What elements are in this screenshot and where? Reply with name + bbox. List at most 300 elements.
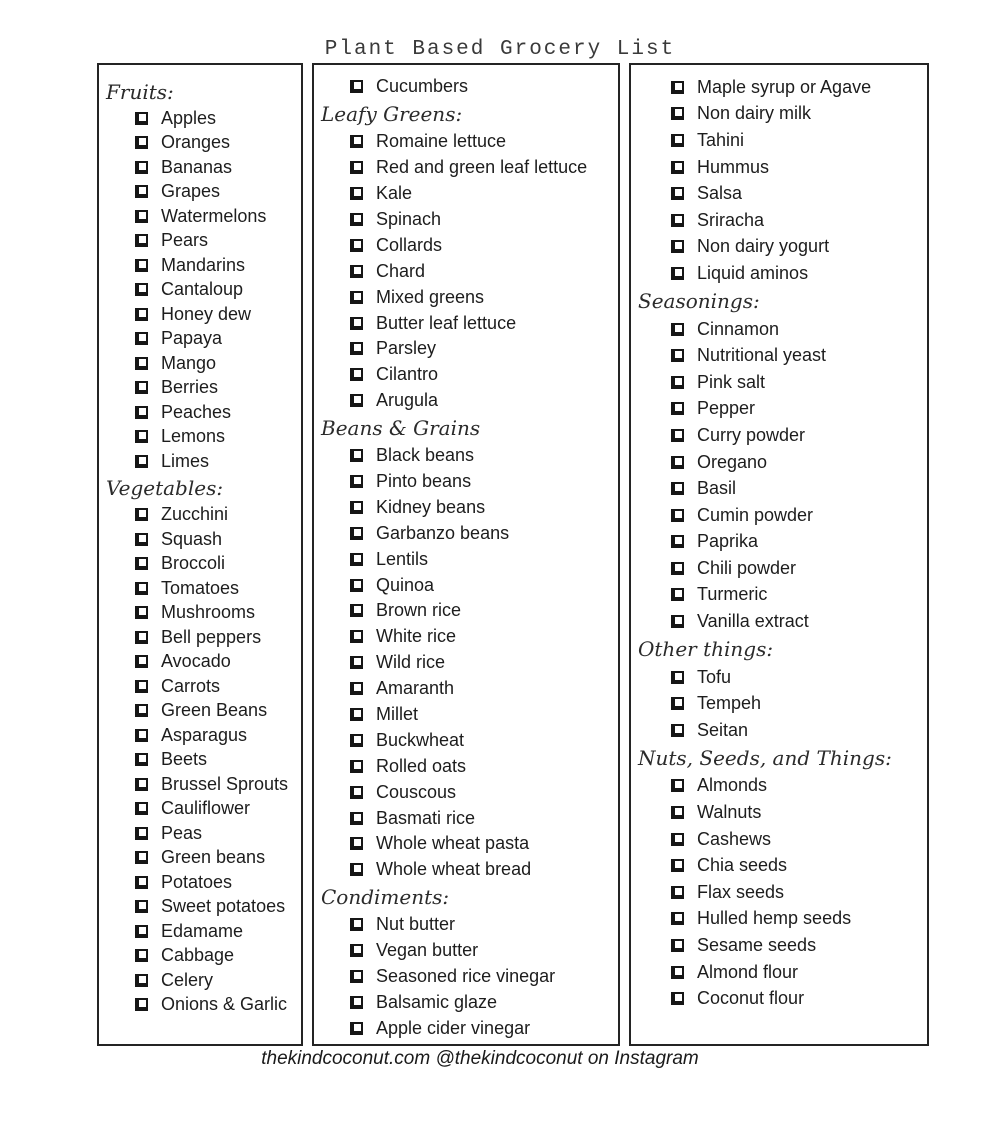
checkbox-icon — [350, 475, 363, 488]
list-item — [631, 582, 927, 609]
item-label: Amaranth — [376, 678, 455, 699]
item-label: Cabbage — [161, 945, 235, 966]
item-label: Mushrooms — [161, 602, 256, 623]
item-label: Spinach — [376, 209, 442, 229]
checkbox-icon — [350, 760, 363, 773]
item-label: Oranges — [161, 132, 231, 153]
checkbox-icon — [350, 394, 363, 407]
list-item — [99, 351, 301, 376]
list-item — [99, 674, 301, 699]
list-item — [99, 625, 301, 650]
list-item — [314, 336, 618, 362]
item-label: Pears — [161, 230, 209, 251]
list-item — [99, 527, 301, 552]
item-label: Millet — [376, 704, 419, 725]
list-item — [631, 154, 927, 181]
list-item — [314, 129, 618, 155]
list-item — [99, 944, 301, 969]
item-label: Pepper — [697, 398, 756, 419]
checkbox-icon — [671, 562, 684, 575]
item-label: Salsa — [697, 183, 743, 204]
item-label: Non dairy milk — [697, 103, 812, 124]
checkbox-icon — [671, 376, 684, 389]
checkbox-icon — [671, 81, 684, 94]
checkbox-icon — [350, 553, 363, 566]
checkbox-icon — [671, 161, 684, 174]
item-label: Apples — [161, 107, 217, 128]
item-label: Green beans — [161, 847, 266, 868]
item-label: Couscous — [376, 781, 457, 802]
item-label: Almond flour — [697, 961, 799, 982]
item-label: Walnuts — [697, 802, 762, 823]
checkbox-icon — [135, 283, 148, 296]
list-item — [631, 502, 927, 529]
checkbox-icon — [135, 949, 148, 962]
checkbox-icon — [350, 449, 363, 462]
list-item — [99, 180, 301, 205]
item-label: Garbanzo beans — [376, 522, 510, 543]
list-item — [314, 912, 618, 938]
item-label: Grapes — [161, 181, 221, 202]
item-label: Squash — [161, 528, 223, 549]
checkbox-icon — [135, 680, 148, 693]
column-2-box — [312, 63, 620, 1046]
list-item — [99, 327, 301, 352]
checkbox-icon — [350, 708, 363, 721]
item-label: Vanilla extract — [697, 611, 809, 632]
checkbox-icon — [671, 615, 684, 628]
item-label: Hummus — [697, 156, 770, 177]
list-item — [99, 229, 301, 254]
checkbox-icon — [671, 187, 684, 200]
checkbox-icon — [350, 996, 363, 1009]
item-label: Vegan butter — [376, 940, 479, 961]
checkbox-icon — [135, 332, 148, 345]
list-item — [314, 232, 618, 258]
list-item — [314, 155, 618, 181]
list-item — [631, 234, 927, 261]
checkbox-icon — [350, 656, 363, 669]
item-label: Oregano — [697, 451, 768, 472]
section-header: Other things: — [638, 637, 774, 662]
checkbox-icon — [350, 734, 363, 747]
list-item — [631, 180, 927, 207]
item-label: Potatoes — [161, 871, 233, 892]
checkbox-icon — [350, 579, 363, 592]
checkbox-icon — [350, 213, 363, 226]
item-label: Sriracha — [697, 209, 765, 230]
list-item — [314, 650, 618, 676]
checkbox-icon — [671, 588, 684, 601]
item-label: Tofu — [697, 666, 732, 687]
item-label: Mandarins — [161, 254, 246, 275]
item-label: Cumin powder — [697, 504, 814, 525]
checkbox-icon — [350, 342, 363, 355]
item-label: Zucchini — [161, 504, 229, 525]
checkbox-icon — [135, 136, 148, 149]
item-label: Berries — [161, 377, 219, 398]
checkbox-icon — [350, 786, 363, 799]
item-label: Mixed greens — [376, 286, 485, 307]
checkbox-icon — [671, 482, 684, 495]
checkbox-icon — [135, 234, 148, 247]
list-item — [631, 959, 927, 986]
item-label: Pinto beans — [376, 471, 472, 492]
section-header: Seasonings: — [638, 289, 760, 314]
checkbox-icon — [135, 606, 148, 619]
checkbox-icon — [671, 429, 684, 442]
item-label: Cilantro — [376, 364, 439, 385]
section-header: Vegetables: — [106, 476, 224, 500]
checkbox-icon — [350, 239, 363, 252]
item-label: Chili powder — [697, 557, 797, 578]
item-label: Non dairy yogurt — [697, 236, 830, 257]
checkbox-icon — [135, 998, 148, 1011]
item-label: Brown rice — [376, 600, 462, 621]
list-item — [99, 253, 301, 278]
list-item — [99, 821, 301, 846]
checkbox-icon — [671, 509, 684, 522]
list-item — [314, 1015, 618, 1041]
item-label: Whole wheat bread — [376, 859, 532, 880]
item-label: Maple syrup or Agave — [697, 76, 872, 97]
list-item — [99, 601, 301, 626]
item-label: Chia seeds — [697, 855, 788, 876]
checkbox-icon — [350, 863, 363, 876]
item-label: Seasoned rice vinegar — [376, 966, 556, 987]
list-item — [99, 503, 301, 528]
list-item — [631, 260, 927, 287]
checkbox-icon — [135, 455, 148, 468]
item-label: Balsamic glaze — [376, 991, 498, 1012]
list-item — [314, 676, 618, 702]
list-item — [314, 624, 618, 650]
item-label: Curry powder — [697, 424, 806, 445]
checkbox-icon — [135, 357, 148, 370]
section-header: Beans & Grains — [321, 416, 481, 441]
page-title: Plant Based Grocery List — [324, 38, 676, 61]
list-item — [99, 131, 301, 156]
item-label: Onions & Garlic — [161, 994, 288, 1015]
item-label: Rolled oats — [376, 755, 467, 776]
list-item — [314, 572, 618, 598]
item-label: Avocado — [161, 651, 231, 672]
checkbox-icon — [135, 259, 148, 272]
list-item — [314, 831, 618, 857]
checkbox-icon — [350, 265, 363, 278]
list-item — [99, 993, 301, 1018]
item-label: Apple cider vinegar — [376, 1017, 531, 1038]
list-item — [314, 443, 618, 469]
section-header: Fruits: — [106, 79, 174, 104]
checkbox-icon — [135, 655, 148, 668]
list-item — [99, 919, 301, 944]
list-item — [99, 797, 301, 822]
checkbox-icon — [135, 185, 148, 198]
item-label: Peaches — [161, 401, 232, 422]
list-item — [314, 546, 618, 572]
checkbox-icon — [135, 406, 148, 419]
checkbox-icon — [350, 368, 363, 381]
item-label: Carrots — [161, 675, 221, 696]
checkbox-icon — [135, 533, 148, 546]
checkbox-icon — [671, 267, 684, 280]
checkbox-icon — [671, 323, 684, 336]
item-label: Coconut flour — [697, 988, 805, 1009]
item-label: Wild rice — [376, 652, 446, 673]
item-label: Nutritional yeast — [697, 345, 827, 366]
checkbox-icon — [135, 210, 148, 223]
list-item — [631, 422, 927, 449]
list-item — [99, 699, 301, 724]
checkbox-icon — [350, 1022, 363, 1035]
checkbox-icon — [350, 812, 363, 825]
list-item — [314, 362, 618, 388]
item-label: Cauliflower — [161, 798, 251, 819]
item-label: Chard — [376, 260, 426, 281]
item-label: Peas — [161, 822, 203, 843]
checkbox-icon — [135, 753, 148, 766]
item-label: Kale — [376, 183, 413, 204]
item-label: Romaine lettuce — [376, 131, 507, 152]
list-item — [631, 475, 927, 502]
list-item — [99, 425, 301, 450]
checkbox-icon — [350, 630, 363, 643]
checkbox-icon — [135, 112, 148, 125]
list-item — [631, 879, 927, 906]
item-label: Black beans — [376, 445, 475, 466]
list-item — [631, 985, 927, 1012]
item-label: Tomatoes — [161, 577, 240, 598]
checkbox-icon — [135, 308, 148, 321]
list-item — [99, 846, 301, 871]
list-item — [314, 753, 618, 779]
list-item — [314, 520, 618, 546]
list-item — [631, 369, 927, 396]
checkbox-icon — [671, 886, 684, 899]
checkbox-icon — [350, 161, 363, 174]
list-item — [99, 302, 301, 327]
checkbox-icon — [135, 900, 148, 913]
section-header: Leafy Greens: — [321, 102, 463, 127]
item-label: Butter leaf lettuce — [376, 312, 517, 333]
item-label: Nut butter — [376, 914, 456, 935]
checkbox-icon — [671, 992, 684, 1005]
list-item — [99, 449, 301, 474]
list-item — [631, 74, 927, 101]
checkbox-icon — [350, 135, 363, 148]
list-item — [631, 852, 927, 879]
item-label: Asparagus — [161, 724, 248, 745]
checkbox-icon — [135, 778, 148, 791]
checkbox-icon — [671, 912, 684, 925]
item-label: Limes — [161, 450, 210, 471]
item-label: Kidney beans — [376, 496, 486, 517]
item-label: Brussel Sprouts — [161, 773, 289, 794]
item-label: Mango — [161, 352, 217, 373]
item-label: Watermelons — [161, 205, 267, 226]
footer-credit: thekindcoconut.com @thekindcoconut on Instagram — [261, 1048, 699, 1069]
list-item — [631, 717, 927, 744]
item-label: Bell peppers — [161, 626, 262, 647]
list-item — [99, 576, 301, 601]
checkbox-icon — [671, 349, 684, 362]
item-label: Flax seeds — [697, 881, 785, 902]
item-label: Basil — [697, 478, 737, 499]
item-label: Tempeh — [697, 693, 762, 714]
checkbox-icon — [671, 939, 684, 952]
list-item — [631, 690, 927, 717]
item-label: Collards — [376, 234, 443, 255]
item-label: Cucumbers — [376, 76, 469, 97]
list-item — [314, 388, 618, 414]
list-item — [314, 990, 618, 1016]
checkbox-icon — [350, 604, 363, 617]
section-header: Nuts, Seeds, and Things: — [638, 746, 892, 771]
checkbox-icon — [135, 925, 148, 938]
checkbox-icon — [671, 724, 684, 737]
item-label: Lemons — [161, 426, 226, 447]
item-label: Paprika — [697, 531, 759, 552]
item-label: Sweet potatoes — [161, 896, 286, 917]
checkbox-icon — [671, 697, 684, 710]
checkbox-icon — [671, 402, 684, 415]
section-header: Condiments: — [321, 885, 450, 910]
item-label: Papaya — [161, 328, 223, 349]
item-label: Basmati rice — [376, 807, 476, 828]
list-item — [631, 608, 927, 635]
list-item — [99, 650, 301, 675]
item-label: Cantaloup — [161, 279, 244, 300]
list-item — [99, 723, 301, 748]
checkbox-icon — [135, 704, 148, 717]
checkbox-icon — [671, 833, 684, 846]
list-item — [631, 529, 927, 556]
item-label: Almonds — [697, 775, 768, 796]
list-item — [314, 258, 618, 284]
checkbox-icon — [135, 729, 148, 742]
list-item — [631, 396, 927, 423]
list-item — [631, 932, 927, 959]
list-item — [631, 449, 927, 476]
list-item — [631, 316, 927, 343]
item-label: Arugula — [376, 390, 439, 411]
list-item — [99, 772, 301, 797]
list-item — [631, 799, 927, 826]
list-item — [314, 964, 618, 990]
checkbox-icon — [671, 456, 684, 469]
list-item — [314, 779, 618, 805]
checkbox-icon — [135, 827, 148, 840]
checkbox-icon — [671, 214, 684, 227]
list-item — [99, 155, 301, 180]
item-label: Quinoa — [376, 574, 435, 595]
item-label: Liquid aminos — [697, 262, 809, 283]
list-item — [631, 342, 927, 369]
checkbox-icon — [350, 317, 363, 330]
checkbox-icon — [671, 134, 684, 147]
item-label: Seitan — [697, 719, 749, 740]
item-label: Bananas — [161, 156, 233, 177]
checkbox-icon — [135, 851, 148, 864]
item-label: Hulled hemp seeds — [697, 908, 852, 929]
checkbox-icon — [135, 508, 148, 521]
list-item — [314, 74, 618, 100]
checkbox-icon — [350, 80, 363, 93]
item-label: Parsley — [376, 338, 437, 359]
item-label: Cinnamon — [697, 318, 780, 339]
item-label: Red and green leaf lettuce — [376, 157, 588, 178]
item-label: White rice — [376, 626, 457, 647]
checkbox-icon — [671, 240, 684, 253]
checkbox-icon — [350, 970, 363, 983]
list-item — [314, 494, 618, 520]
checkbox-icon — [135, 631, 148, 644]
checkbox-icon — [350, 527, 363, 540]
list-item — [99, 748, 301, 773]
item-label: Honey dew — [161, 303, 252, 324]
checkbox-icon — [671, 107, 684, 120]
list-item — [99, 400, 301, 425]
checkbox-icon — [135, 802, 148, 815]
list-item — [314, 469, 618, 495]
checkbox-icon — [350, 918, 363, 931]
column-3-box — [629, 63, 929, 1046]
list-item — [314, 702, 618, 728]
list-item — [631, 826, 927, 853]
checkbox-icon — [671, 859, 684, 872]
checkbox-icon — [350, 187, 363, 200]
list-item — [631, 207, 927, 234]
checkbox-icon — [135, 557, 148, 570]
list-item — [99, 376, 301, 401]
checkbox-icon — [135, 974, 148, 987]
list-item — [314, 857, 618, 883]
list-item — [631, 906, 927, 933]
item-label: Broccoli — [161, 553, 226, 574]
list-item — [314, 181, 618, 207]
checkbox-icon — [671, 535, 684, 548]
list-item — [99, 204, 301, 229]
list-item — [314, 805, 618, 831]
list-item — [314, 598, 618, 624]
checkbox-icon — [135, 161, 148, 174]
list-columns-container — [97, 63, 929, 1046]
item-label: Tahini — [697, 129, 745, 150]
item-label: Edamame — [161, 920, 244, 941]
checkbox-icon — [135, 582, 148, 595]
item-label: Beets — [161, 749, 208, 770]
list-item — [631, 773, 927, 800]
checkbox-icon — [671, 671, 684, 684]
list-item — [631, 101, 927, 128]
checkbox-icon — [350, 291, 363, 304]
checkbox-icon — [350, 944, 363, 957]
list-item — [99, 552, 301, 577]
checkbox-icon — [671, 806, 684, 819]
list-item — [99, 106, 301, 131]
item-label: Lentils — [376, 548, 429, 569]
checkbox-icon — [135, 430, 148, 443]
item-label: Buckwheat — [376, 729, 465, 750]
list-item — [99, 870, 301, 895]
list-item — [99, 895, 301, 920]
item-label: Pink salt — [697, 371, 766, 392]
checkbox-icon — [350, 682, 363, 695]
checkbox-icon — [350, 501, 363, 514]
list-item — [314, 284, 618, 310]
item-label: Whole wheat pasta — [376, 833, 530, 854]
